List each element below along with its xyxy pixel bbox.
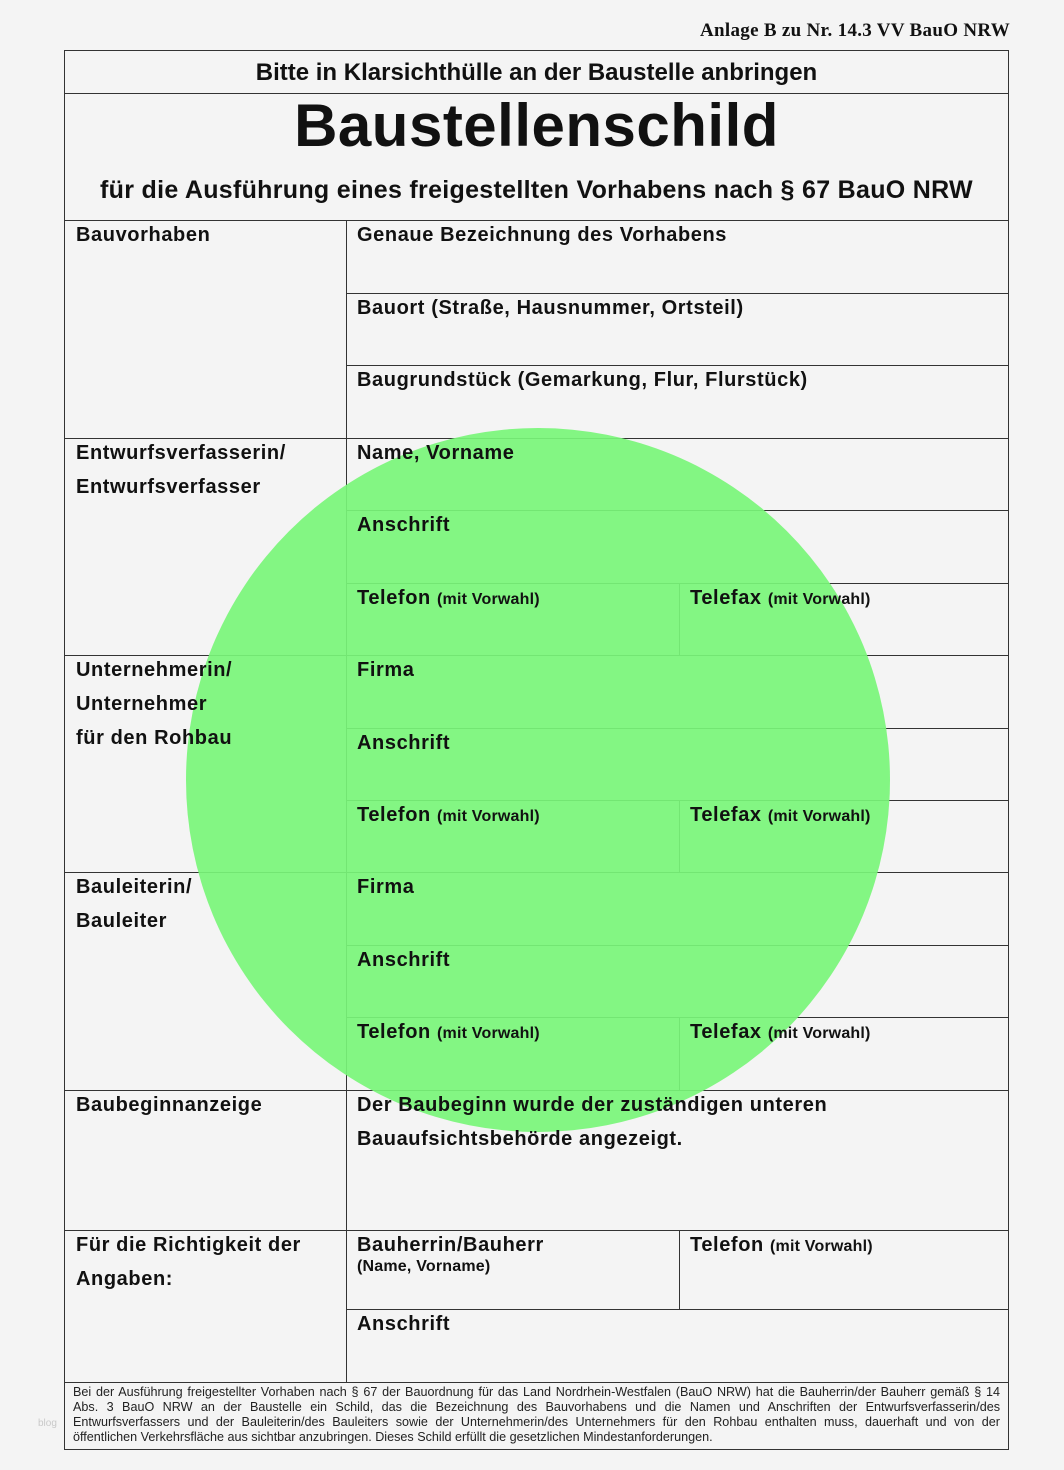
field-label-name: Name, Vorname [357, 442, 515, 464]
section-label-richtigkeit-2: Angaben: [76, 1268, 174, 1290]
legal-footnote: Bei der Ausführung freigestellter Vorhaben nach § 67 der Bauordnung für das Land Nordrhein-Westfalen (BauO NRW) hat die Bauherrin/der Bauherr gemäß § 14 Abs. 3 BauO NRW an der Baustelle ein Schild, das die Bezeichnung des Bauvorhabens und die Namen und Anschriften der Entwurfsverfasserin/des Entwurfsverfassers und der Bauleiterin/des Bauleiters sowie der Unternehmerin/des Unternehmers für den Rohbau enthalten muss, dauerhaft und von der öffentlichen Verkehrsfläche aus sichtbar anzubringen. Dieses Schild erfüllt die gesetzlichen Mindestanforderungen. [73, 1385, 1000, 1444]
field-label-bauherr: Bauherrin/Bauherr [357, 1234, 544, 1256]
field-label-telefon: Telefon (mit Vorwahl) [690, 1234, 873, 1256]
annex-reference: Anlage B zu Nr. 14.3 VV BauO NRW [700, 20, 1010, 41]
baubeginn-text-1: Der Baubeginn wurde der zuständigen unteren [357, 1094, 828, 1116]
section-label-entwurf-2: Entwurfsverfasser [76, 476, 261, 498]
field-label-telefon: Telefon (mit Vorwahl) [357, 1021, 540, 1043]
section-label-unternehmer-1: Unternehmerin/ [76, 659, 233, 681]
field-label-telefon: Telefon (mit Vorwahl) [357, 587, 540, 609]
column-divider [679, 1230, 680, 1309]
field-label-anschrift: Anschrift [357, 732, 451, 754]
field-label-baugrundstueck: Baugrundstück (Gemarkung, Flur, Flurstück) [357, 369, 808, 391]
section-label-unternehmer-3: für den Rohbau [76, 727, 233, 749]
construction-sign-form [64, 50, 1009, 1450]
section-label-richtigkeit-1: Für die Richtigkeit der [76, 1234, 301, 1256]
section-label-unternehmer-2: Unternehmer [76, 693, 208, 715]
divider [65, 1382, 1008, 1383]
field-label-telefax: Telefax (mit Vorwahl) [690, 1021, 871, 1043]
baubeginn-text-2: Bauaufsichtsbehörde angezeigt. [357, 1128, 683, 1150]
field-label-anschrift: Anschrift [357, 514, 451, 536]
field-label-anschrift: Anschrift [357, 1313, 451, 1335]
field-label-bezeichnung: Genaue Bezeichnung des Vorhabens [357, 224, 728, 246]
field-label-bauherr-sub: (Name, Vorname) [357, 1258, 491, 1275]
section-label-baubeginn: Baubeginnanzeige [76, 1094, 263, 1116]
field-label-firma: Firma [357, 876, 415, 898]
instruction-header: Bitte in Klarsichthülle an der Baustelle anbringen [255, 59, 818, 86]
field-label-telefax: Telefax (mit Vorwahl) [690, 804, 871, 826]
page-subtitle: für die Ausführung eines freigestellten Vorhabens nach § 67 BauO NRW [100, 176, 973, 204]
field-label-telefon: Telefon (mit Vorwahl) [357, 804, 540, 826]
field-label-bauort: Bauort (Straße, Hausnummer, Ortsteil) [357, 297, 744, 319]
watermark: blog [38, 1418, 57, 1429]
field-label-telefax: Telefax (mit Vorwahl) [690, 587, 871, 609]
field-label-firma: Firma [357, 659, 415, 681]
field-label-anschrift: Anschrift [357, 949, 451, 971]
page-title: Baustellenschild [294, 92, 779, 159]
section-label-bauleiter-1: Bauleiterin/ [76, 876, 193, 898]
section-label-bauleiter-2: Bauleiter [76, 910, 167, 932]
section-label-bauvorhaben: Bauvorhaben [76, 224, 211, 246]
section-label-entwurf-1: Entwurfsverfasserin/ [76, 442, 286, 464]
